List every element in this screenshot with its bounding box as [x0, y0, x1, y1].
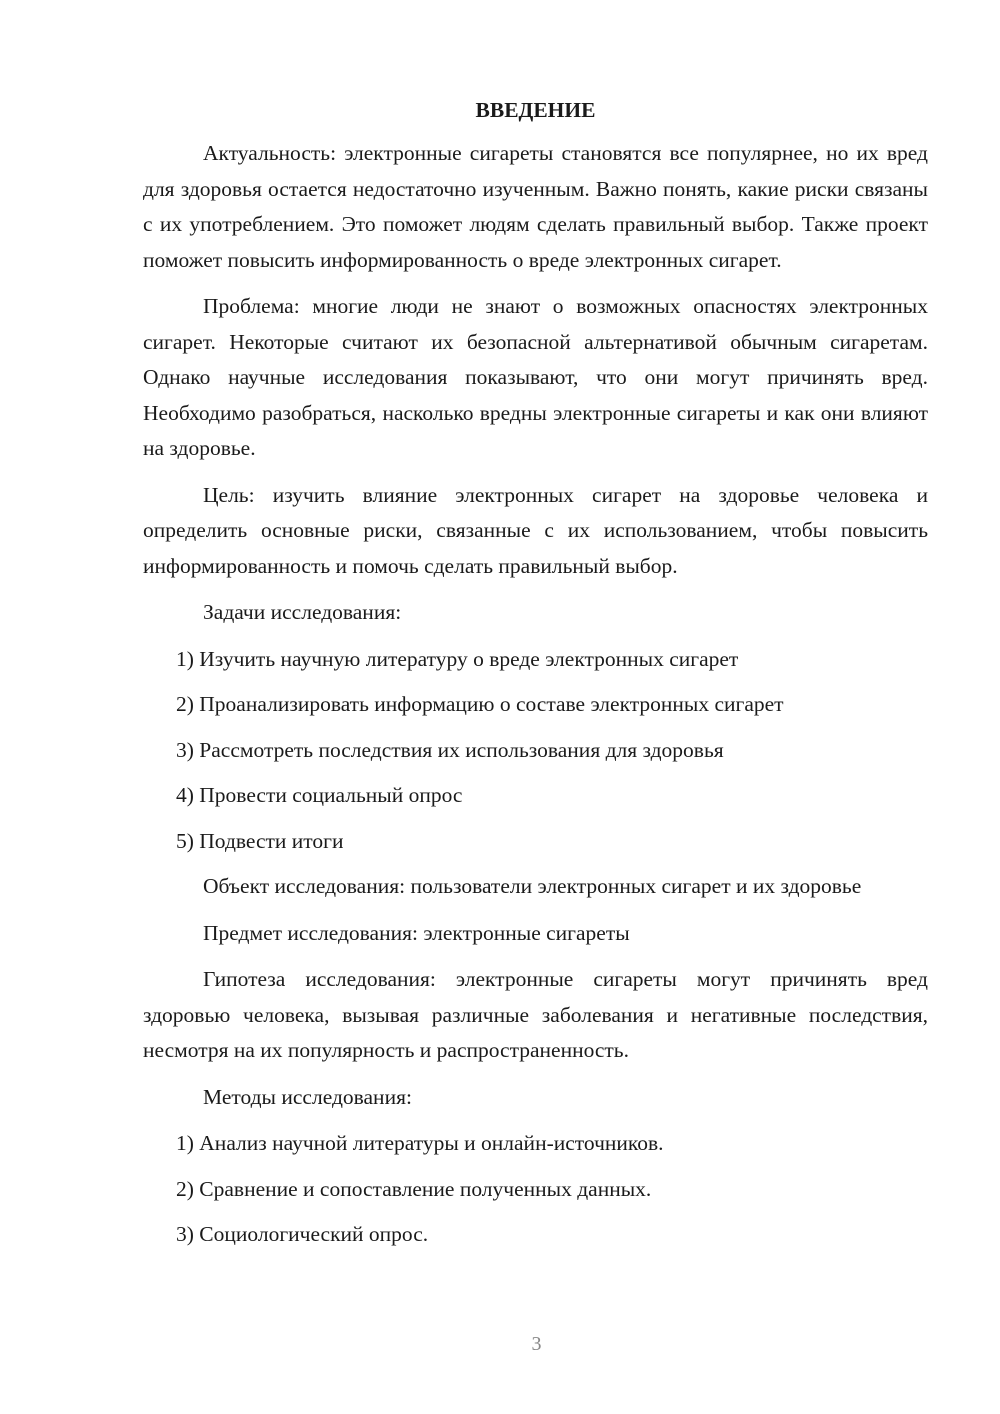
- relevance-paragraph: Актуальность: электронные сигареты становятся все популярнее, но их вред для здоровья остается недостаточно изученным. Важно понять, какие риски связаны с их употреблением. Это поможет людям сделать правильный выбор. Также проект поможет повысить информированность о вреде электронных сигарет.: [143, 141, 928, 272]
- methods-label: Методы исследования:: [203, 1084, 412, 1109]
- task-item: 4) Провести социальный опрос: [176, 783, 463, 807]
- object-paragraph: Объект исследования: пользователи электронных сигарет и их здоровье: [203, 874, 862, 898]
- method-item: 2) Сравнение и сопоставление полученных данных.: [176, 1176, 652, 1201]
- page-number: 3: [531, 1333, 542, 1355]
- page-content: [143, 95, 928, 1263]
- method-item: 1) Анализ научной литературы и онлайн-источников.: [176, 1131, 664, 1155]
- methods-list: [143, 1126, 928, 1253]
- tasks-label: Задачи исследования:: [203, 600, 402, 624]
- task-item: 3) Рассмотреть последствия их использования для здоровья: [176, 737, 724, 762]
- hypothesis-paragraph: Гипотеза исследования: электронные сигареты могут причинять вред здоровью человека, вызывая различные заболевания и негативные последствия, несмотря на их популярность и распространенность.: [143, 967, 928, 1062]
- goal-paragraph: Цель: изучить влияние электронных сигарет на здоровье человека и определить основные риски, связанные с их использованием, чтобы повысить информированность и помочь сделать правильный выбор.: [143, 482, 928, 578]
- task-item: 1) Изучить научную литературу о вреде электронных сигарет: [176, 646, 739, 671]
- page-title: ВВЕДЕНИЕ: [475, 98, 596, 122]
- task-item: 2) Проанализировать информацию о составе электронных сигарет: [176, 692, 784, 716]
- method-item: 3) Социологический опрос.: [176, 1222, 429, 1246]
- task-item: 5) Подвести итоги: [176, 828, 344, 853]
- problem-paragraph: Проблема: многие люди не знают о возможных опасностях электронных сигарет. Некоторые считают их безопасной альтернативой обычным сигаретам. Однако научные исследования показывают, что они могут причинять вред. Необходимо разобраться, насколько вредны электронные сигареты и как они влияют на здоровье.: [143, 294, 928, 460]
- tasks-list: [143, 642, 928, 860]
- subject-paragraph: Предмет исследования: электронные сигареты: [203, 920, 630, 945]
